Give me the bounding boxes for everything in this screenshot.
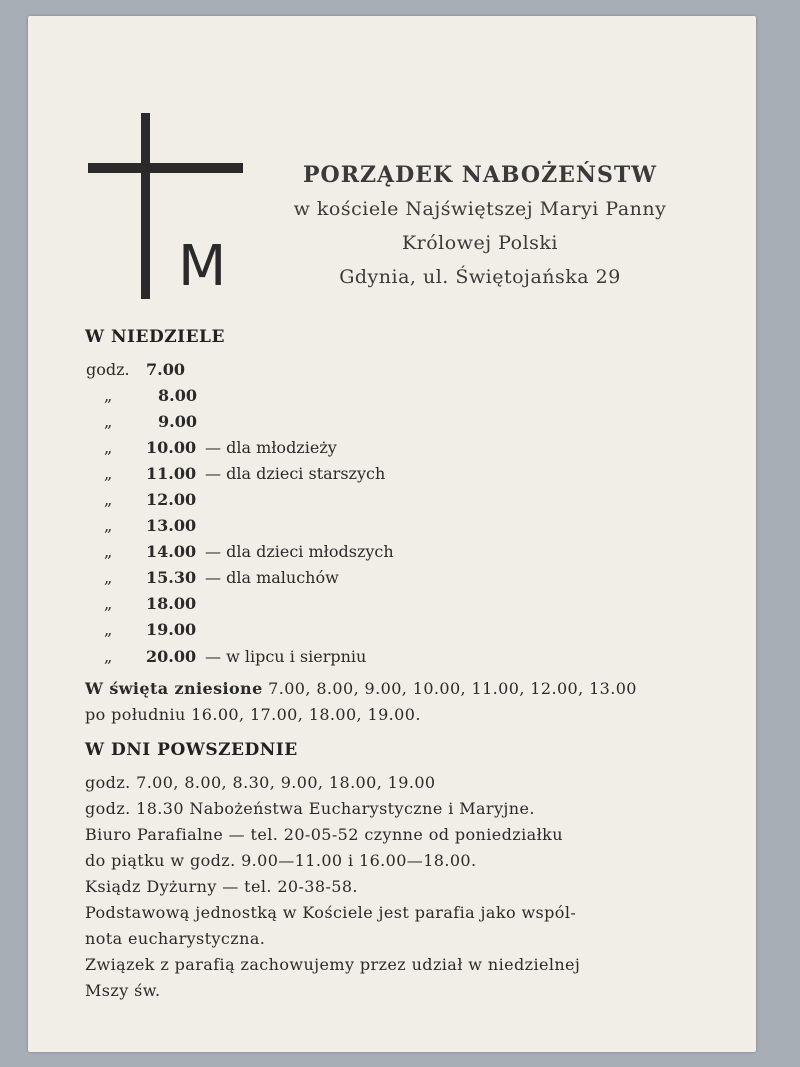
row-time: 14.00	[146, 542, 197, 561]
church-name: w kościele Najświętszej Maryi Panny	[293, 198, 667, 220]
sunday-heading: W NIEDZIELE	[85, 327, 225, 347]
holiday-line-2: po południu 16.00, 17.00, 18.00, 19.00.	[85, 705, 421, 724]
holiday-times: 7.00, 8.00, 9.00, 10.00, 11.00, 12.00, 13.00	[268, 679, 637, 698]
row-prefix: „	[104, 620, 113, 639]
church-name-2: Królowej Polski	[401, 232, 559, 254]
row-time: 8.00	[158, 386, 197, 405]
row-prefix: „	[104, 516, 113, 535]
monogram-m: M	[178, 234, 227, 299]
row-time: 7.00	[146, 360, 185, 379]
row-time: 13.00	[146, 516, 197, 535]
row-note: — dla dzieci starszych	[205, 464, 386, 483]
weekday-line: Związek z parafią zachowujemy przez udział w niedzielnej	[85, 955, 581, 974]
weekday-line: Ksiądz Dyżurny — tel. 20-38-58.	[85, 877, 358, 896]
weekday-line: Mszy św.	[85, 981, 161, 1000]
cross-horizontal-icon	[88, 163, 243, 173]
holiday-line-1	[85, 679, 637, 699]
row-prefix: godz.	[86, 360, 130, 379]
row-prefix: „	[104, 542, 113, 561]
page-title: PORZĄDEK NABOŻEŃSTW	[303, 162, 657, 188]
holiday-label: W święta zniesione	[85, 679, 263, 698]
row-prefix: „	[104, 594, 113, 613]
weekday-line: do piątku w godz. 9.00—11.00 i 16.00—18.00.	[85, 851, 477, 870]
weekday-line: godz. 7.00, 8.00, 8.30, 9.00, 18.00, 19.00	[85, 773, 436, 792]
weekday-line: Podstawową jednostką w Kościele jest parafia jako wspól-	[85, 903, 577, 922]
row-note: — dla młodzieży	[205, 438, 337, 457]
row-prefix: „	[104, 412, 113, 431]
row-time: 15.30	[146, 568, 197, 587]
row-time: 11.00	[146, 464, 197, 483]
row-time: 9.00	[158, 412, 197, 431]
header	[240, 158, 720, 294]
row-prefix: „	[104, 647, 113, 666]
row-prefix: „	[104, 464, 113, 483]
row-note: — dla maluchów	[205, 568, 339, 587]
church-address: Gdynia, ul. Świętojańska 29	[339, 266, 621, 288]
row-time: 18.00	[146, 594, 197, 613]
weekday-line: Biuro Parafialne — tel. 20-05-52 czynne od poniedziałku	[85, 825, 563, 844]
row-prefix: „	[104, 568, 113, 587]
row-note: — dla dzieci młodszych	[205, 542, 394, 561]
row-time: 19.00	[146, 620, 197, 639]
weekday-line: godz. 18.30 Nabożeństwa Eucharystyczne i Maryjne.	[85, 799, 535, 818]
row-prefix: „	[104, 490, 113, 509]
row-time: 10.00	[146, 438, 197, 457]
weekday-heading: W DNI POWSZEDNIE	[85, 740, 298, 760]
row-time: 12.00	[146, 490, 197, 509]
weekday-line: nota eucharystyczna.	[85, 929, 266, 948]
row-prefix: „	[104, 438, 113, 457]
row-note: — w lipcu i sierpniu	[205, 647, 367, 666]
cross-vertical-icon	[141, 113, 150, 299]
row-time: 20.00	[146, 647, 197, 666]
row-prefix: „	[104, 386, 113, 405]
